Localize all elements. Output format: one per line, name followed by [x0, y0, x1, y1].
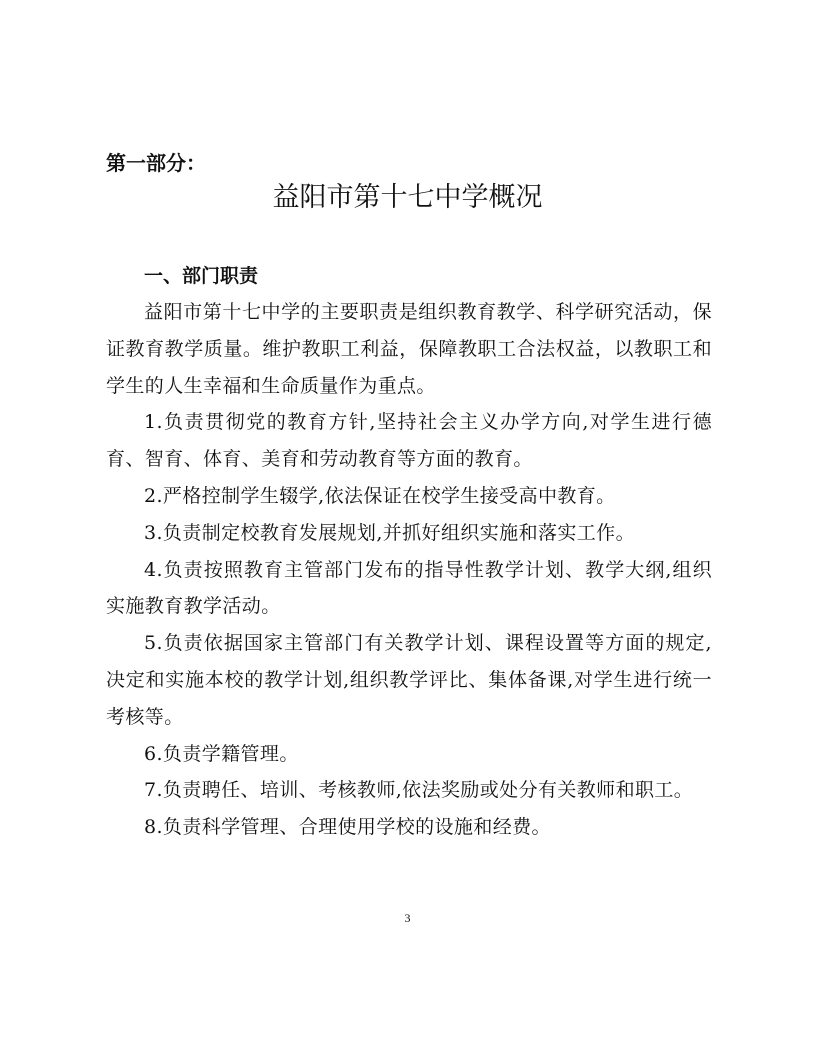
section-heading: 一、部门职责 [144, 265, 259, 287]
paragraph-item-2: 2.严格控制学生辍学,依法保证在校学生接受高中教育。 [144, 484, 616, 507]
page-number: 3 [404, 911, 411, 925]
paragraph-item-7: 7.负责聘任、培训、考核教师,依法奖励或处分有关教师和职工。 [144, 779, 694, 802]
paragraph-item-3: 3.负责制定校教育发展规划,并抓好组织实施和落实工作。 [144, 521, 635, 544]
page-title: 益阳市第十七中学概况 [272, 182, 543, 213]
document-body [106, 294, 712, 846]
paragraph-item-5: 5.负责依据国家主管部门有关教学计划、课程设置等方面的规定,决定和实施本校的教学计划,组织教学评比、集体备课,对学生进行统一考核等。 [106, 632, 712, 728]
paragraph-intro: 益阳市第十七中学的主要职责是组织教育教学、科学研究活动，保证教育教学质量。维护教职工利益，保障教职工合法权益，以教职工和学生的人生幸福和生命质量作为重点。 [106, 301, 712, 397]
paragraph-item-1: 1.负责贯彻党的教育方针,坚持社会主义办学方向,对学生进行德育、智育、体育、美育和劳动教育等方面的教育。 [106, 411, 712, 471]
paragraph-item-6: 6.负责学籍管理。 [144, 742, 299, 765]
paragraph-item-4: 4.负责按照教育主管部门发布的指导性教学计划、教学大纲,组织实施教育教学活动。 [106, 558, 712, 618]
paragraph-item-8: 8.负责科学管理、合理使用学校的设施和经费。 [144, 816, 551, 839]
part-label: 第一部分： [106, 151, 206, 175]
